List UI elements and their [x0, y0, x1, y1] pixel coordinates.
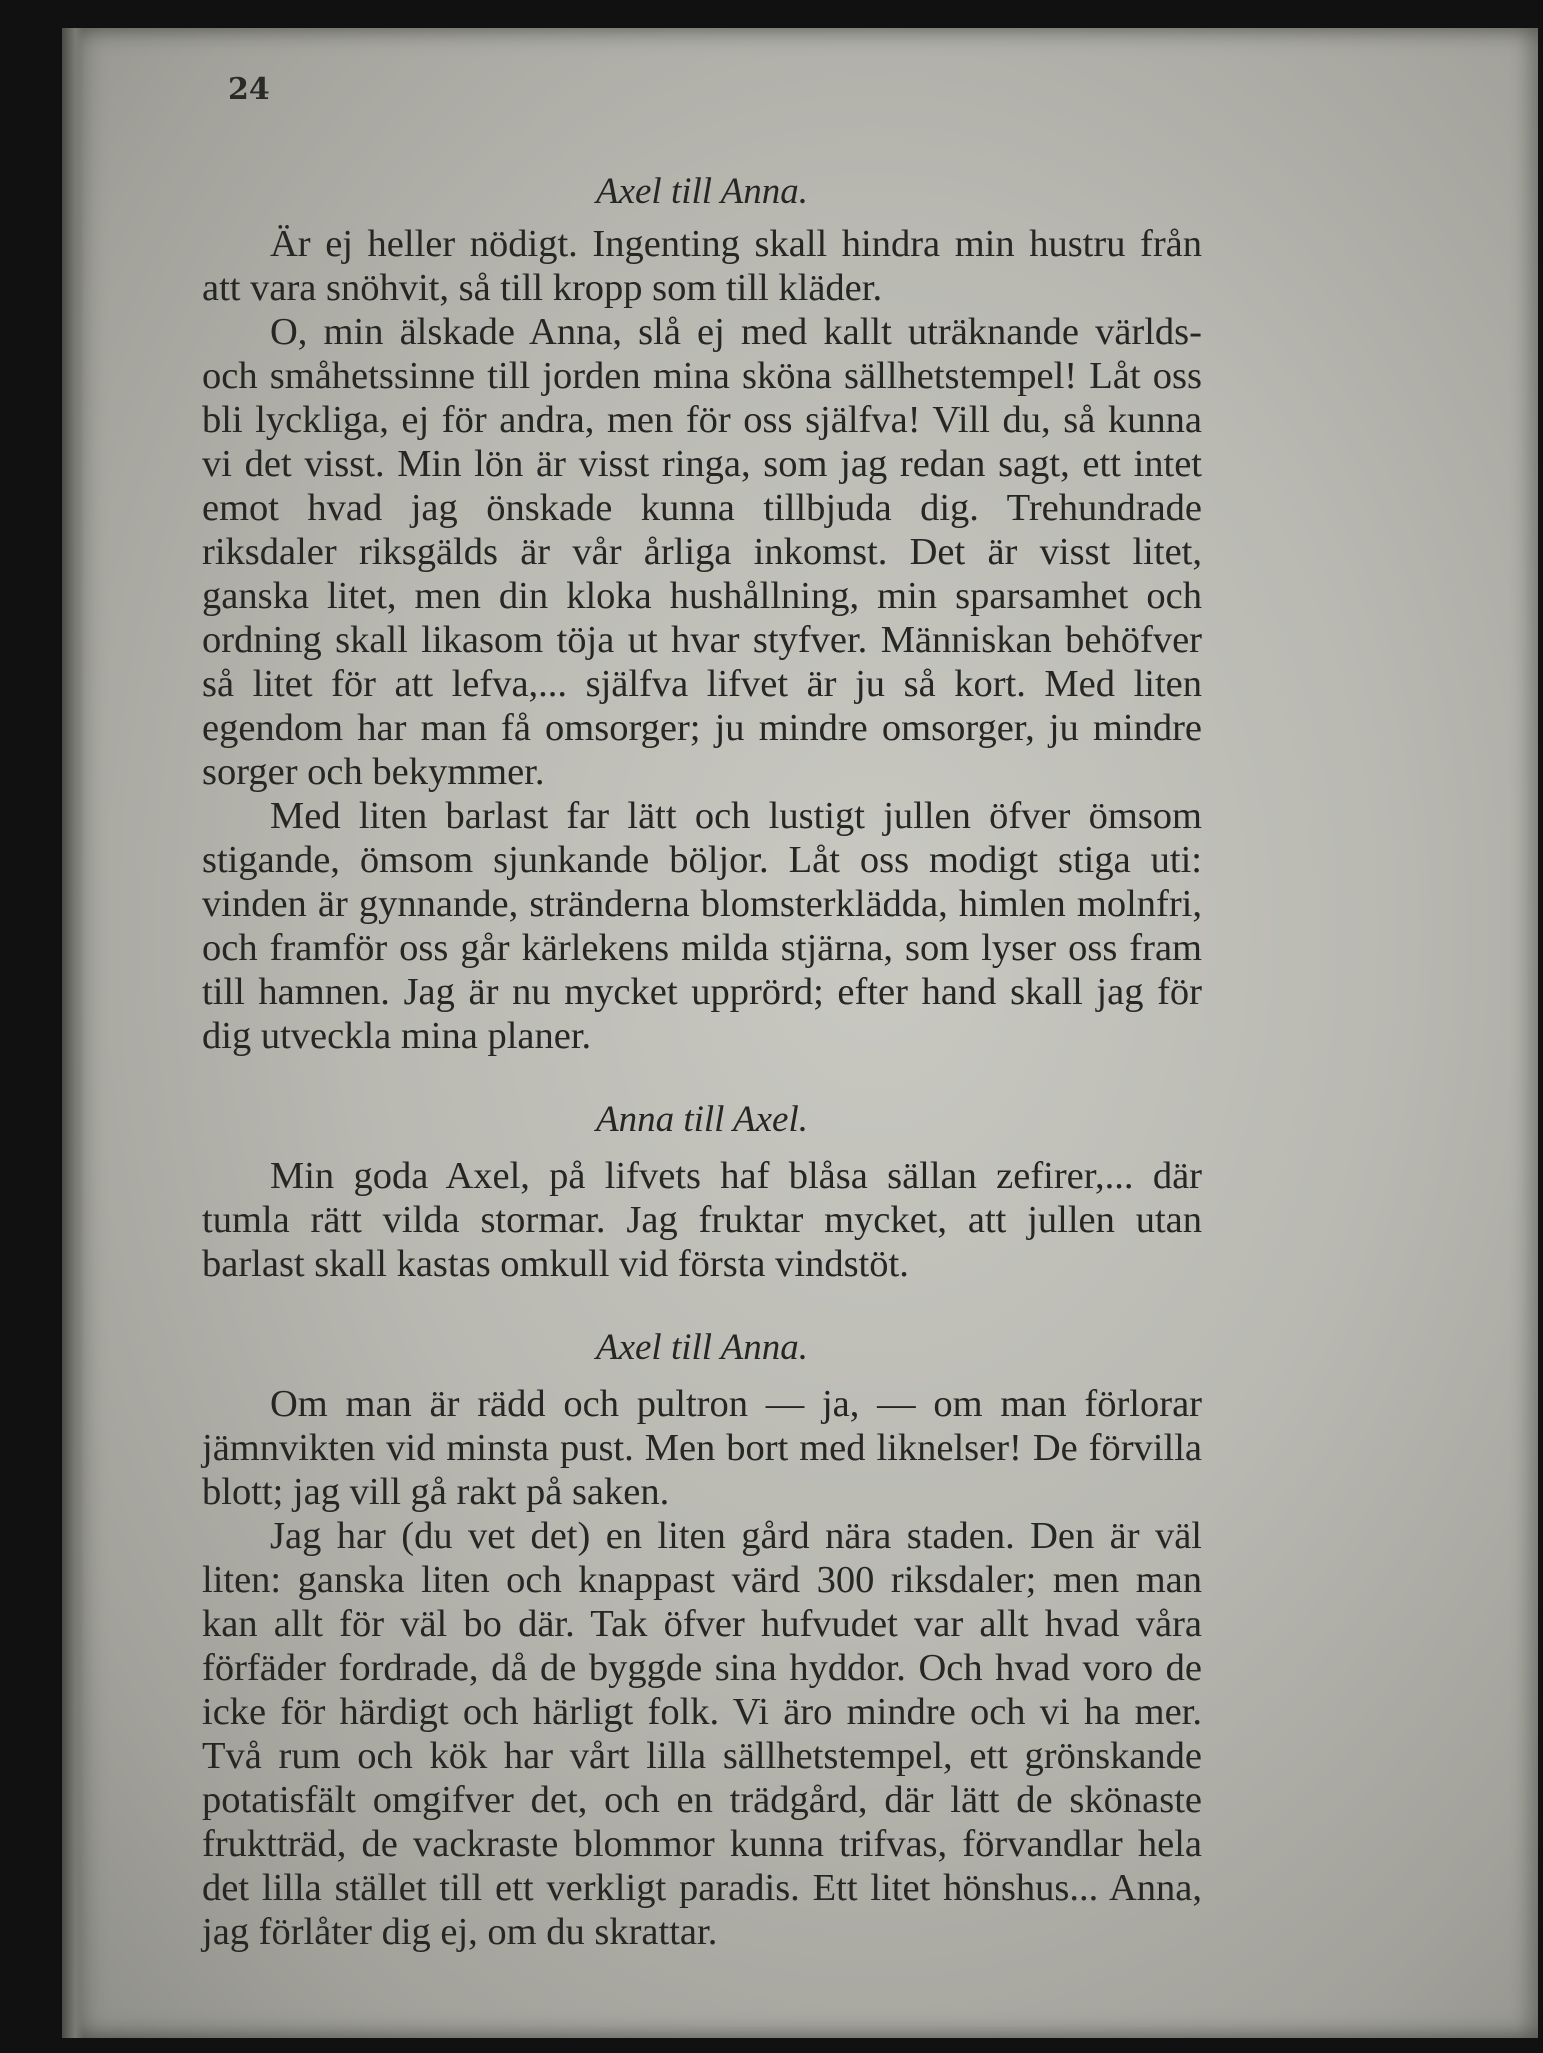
paragraph-3: Med liten barlast far lätt och lustigt jullen öfver ömsom stigande, ömsom sjunkande böljor. Låt oss modigt stiga uti: vinden är gynnande, stränderna blomsterklädda, himlen molnfri, och framför oss går kärlekens milda stjärna, som lyser oss fram till hamnen. Jag är nu mycket upprörd; efter hand skall jag för dig utveckla mina planer. [202, 795, 1202, 1057]
paragraph-1: Är ej heller nödigt. Ingenting skall hindra min hustru från att vara snöhvit, så till kropp som till kläder. [202, 223, 1202, 309]
letter-text [202, 170, 1202, 1954]
page-binding-shadow [62, 28, 84, 2038]
section-heading-axel-to-anna-2: Axel till Anna. [595, 1327, 809, 1368]
paragraph-2: O, min älskade Anna, slå ej med kallt uträknande världs- och småhetssinne till jorden mina sköna sällhetstempel! Låt oss bli lyckliga, ej för andra, men för oss själfva! Vill du, så kunna vi det visst. Min lön är visst ringa, som jag redan sagt, ett intet emot hvad jag önskade kunna tillbjuda dig. Trehundrade riksdaler riksgälds är vår årliga inkomst. Det är visst litet, ganska litet, men din kloka hushållning, min sparsamhet och ordning skall likasom töja ut hvar styfver. Människan behöfver så litet för att lefva,... själfva lifvet är ju så kort. Med liten egendom har man få omsorger; ju mindre omsorger, ju mindre sorger och bekymmer. [202, 311, 1202, 793]
section-heading-anna-to-axel: Anna till Axel. [595, 1099, 809, 1140]
paragraph-5: Om man är rädd och pultron — ja, — om man förlorar jämnvikten vid minsta pust. Men bort med liknelser! De förvilla blott; jag vill gå rakt på saken. [202, 1383, 1202, 1513]
section-heading-axel-to-anna-1: Axel till Anna. [595, 171, 809, 212]
page-number: 24 [228, 72, 270, 107]
paragraph-6: Jag har (du vet det) en liten gård nära staden. Den är väl liten: ganska liten och knappast värd 300 riksdaler; men man kan allt för väl bo där. Tak öfver hufvudet var allt hvad våra förfäder fordrade, då de byggde sina hyddor. Och hvad voro de icke för härdigt och härligt folk. Vi äro mindre och vi ha mer. Två rum och kök har vårt lilla sällhetstempel, ett grönskande potatisfält omgifver det, och en trädgård, där lätt de skönaste fruktträd, de vackraste blommor kunna trifvas, förvandlar hela det lilla stället till ett verkligt paradis. Ett litet hönshus... Anna, jag förlåter dig ej, om du skrattar. [202, 1515, 1202, 1953]
paragraph-4: Min goda Axel, på lifvets haf blåsa sällan zefirer,... där tumla rätt vilda stormar. Jag fruktar mycket, att jullen utan barlast skall kastas omkull vid första vindstöt. [202, 1155, 1202, 1285]
